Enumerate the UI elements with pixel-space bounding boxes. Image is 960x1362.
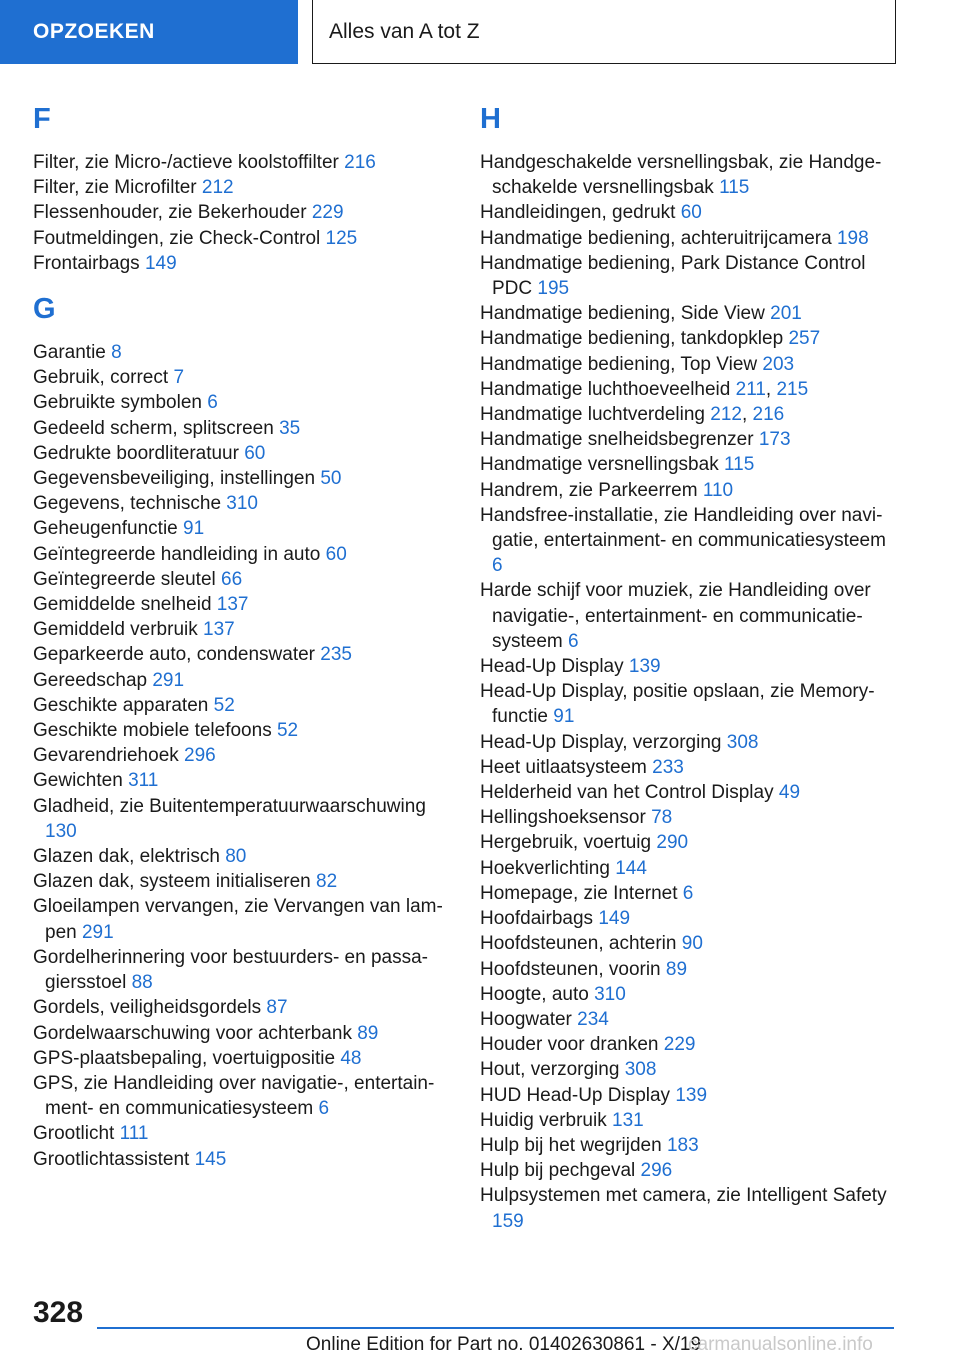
page-link[interactable]: 130 — [45, 820, 77, 842]
page-link[interactable]: 296 — [184, 745, 216, 767]
entry-term: Head-Up Display, positie opslaan, zie Memoryfunctie — [480, 681, 875, 728]
entry-term: Gemiddeld verbruik — [33, 619, 198, 641]
page-link[interactable]: 137 — [216, 594, 249, 616]
entry-term: Hulpsystemen met camera, zie Intelligent Safety — [480, 1185, 887, 1207]
index-entry — [480, 478, 890, 503]
index-entry — [480, 982, 890, 1007]
entry-term: Gegevensbeveiliging, instellingen — [33, 468, 316, 490]
page-link[interactable]: 80 — [225, 846, 247, 868]
entry-term: Grootlicht — [33, 1123, 115, 1145]
entry-term: Handleidingen, gedrukt — [480, 202, 676, 224]
page-link[interactable]: 144 — [615, 857, 647, 879]
page-link[interactable]: 35 — [279, 417, 301, 439]
index-entry — [480, 1083, 890, 1108]
index-entry — [480, 150, 890, 200]
entry-term: Gloeilampen vervangen, zie Vervangen van lampen — [33, 896, 443, 943]
index-entry — [33, 668, 443, 693]
entry-term: Head-Up Display, verzorging — [480, 731, 722, 753]
index-entry — [33, 466, 443, 491]
entry-term: Geschikte mobiele telefoons — [33, 720, 272, 742]
edition-note: Online Edition for Part no. 01402630861 - X/19 — [306, 1334, 702, 1355]
page-link[interactable]: 89 — [665, 958, 688, 980]
index-entry — [33, 844, 443, 869]
page-link[interactable]: 216 — [752, 404, 785, 426]
entry-term: Gegevens, technische — [33, 493, 222, 515]
entry-term: Hulp bij pechgeval — [480, 1160, 636, 1182]
entry-term: Handmatige luchthoeveelheid — [480, 378, 731, 400]
index-entry — [33, 567, 443, 592]
entry-term: Heet uitlaatsysteem — [480, 756, 647, 778]
entry-term: Geheugenfunctie — [33, 518, 178, 540]
entry-term: Handmatige luchtverdeling — [480, 404, 705, 426]
index-entry — [33, 718, 443, 743]
page-link[interactable]: 216 — [344, 152, 376, 173]
index-entry — [33, 617, 443, 642]
index-entry — [480, 1007, 890, 1032]
page-link[interactable]: 149 — [598, 908, 631, 930]
page-link[interactable]: 6 — [318, 1098, 330, 1120]
index-entry — [480, 200, 890, 225]
index-entry — [480, 957, 890, 982]
index-entry — [33, 693, 443, 718]
entry-term: Huidig verbruik — [480, 1109, 607, 1131]
index-section-f — [33, 100, 443, 276]
page-link[interactable]: 8 — [111, 342, 122, 364]
page-link[interactable]: 115 — [719, 177, 750, 199]
index-entry — [33, 642, 443, 667]
index-entry — [33, 251, 443, 276]
page-link[interactable]: 115 — [723, 454, 755, 476]
page-link[interactable]: 173 — [758, 429, 791, 451]
section-title: OPZOEKEN — [33, 20, 155, 43]
entry-term: Helderheid van het Control Display — [480, 782, 774, 804]
page-link[interactable]: 49 — [778, 782, 801, 804]
page-link[interactable]: 6 — [207, 392, 218, 414]
index-entry — [33, 390, 443, 415]
entry-term: Hoogte, auto — [480, 983, 589, 1005]
entry-term: Hout, verzorging — [480, 1059, 620, 1081]
page-link[interactable]: 310 — [226, 493, 258, 515]
page-link[interactable]: 290 — [656, 832, 689, 854]
index-entry — [480, 226, 890, 251]
index-entry — [480, 1032, 890, 1057]
page-link[interactable]: 308 — [624, 1059, 657, 1081]
page-link[interactable]: 137 — [203, 619, 235, 641]
index-entry — [480, 906, 890, 931]
page-link[interactable]: 90 — [681, 933, 703, 955]
index-column-right — [480, 100, 890, 1234]
entry-term: Hoofdsteunen, voorin — [480, 958, 661, 980]
index-entry — [480, 251, 890, 301]
index-entry — [33, 1071, 443, 1121]
page-link[interactable]: 235 — [320, 644, 352, 666]
entry-term: Foutmeldingen, zie Check-Control — [33, 227, 321, 249]
section-letter: F — [33, 103, 51, 135]
entry-term: Hoofdairbags — [480, 908, 594, 930]
page-link[interactable]: 195 — [537, 278, 570, 300]
page-link[interactable]: 229 — [311, 202, 344, 224]
page-number: 328 — [33, 1296, 84, 1329]
page-link[interactable]: 159 — [492, 1210, 524, 1232]
entry-term: Grootlichtassistent — [33, 1148, 190, 1170]
entry-term: GPS, zie Handleiding over navigatie-, entertainment- en communicatiesysteem — [33, 1072, 435, 1120]
page-link[interactable]: 311 — [128, 770, 159, 792]
page-link[interactable]: 291 — [81, 921, 114, 943]
entry-term: Filter, zie Micro-/actieve koolstoffilter — [33, 152, 339, 173]
index-entry — [33, 1046, 443, 1071]
index-entry — [33, 592, 443, 617]
entry-term: Handmatige bediening, Park Distance Control PDC — [480, 252, 866, 300]
index-entry — [480, 301, 890, 326]
index-entry — [33, 150, 443, 175]
page-link[interactable]: 229 — [663, 1034, 696, 1056]
page-link[interactable]: 234 — [577, 1008, 609, 1030]
page-link[interactable]: 212 — [710, 404, 742, 426]
footer-divider — [97, 1327, 894, 1329]
section-letter: H — [480, 103, 501, 135]
index-entry — [480, 1133, 890, 1158]
page-link[interactable]: 66 — [221, 568, 243, 590]
entry-term: Handgeschakelde versnellingsbak, zie Handgeschakelde versnellingsbak — [480, 152, 882, 199]
page-link[interactable]: 183 — [666, 1134, 699, 1156]
entry-term: Hulp bij het wegrijden — [480, 1134, 662, 1156]
entry-term: Handrem, zie Parkeerrem — [480, 479, 698, 501]
entry-term: Gewichten — [33, 770, 123, 792]
page-link[interactable]: 87 — [266, 997, 288, 1019]
section-tab — [0, 0, 298, 64]
index-entry — [33, 768, 443, 793]
entry-term: Geschikte apparaten — [33, 694, 209, 716]
entry-term: Handmatige versnellingsbak — [480, 454, 719, 476]
index-entry — [33, 226, 443, 251]
entry-term: Flessenhouder, zie Bekerhouder — [33, 202, 307, 224]
page-link[interactable]: 203 — [762, 353, 795, 375]
index-entry — [33, 416, 443, 441]
page-link[interactable]: 82 — [316, 871, 338, 893]
index-section-h — [480, 100, 890, 1234]
entry-term: Glazen dak, systeem initialiseren — [33, 871, 311, 893]
index-entry — [480, 1158, 890, 1183]
index-entry — [480, 503, 890, 579]
page-link[interactable]: 88 — [131, 972, 153, 994]
index-entry — [33, 542, 443, 567]
entry-term: Handsfree-installatie, zie Handleiding over navigatie, entertainment- en communicatiesysteem — [480, 504, 886, 552]
index-entry — [480, 780, 890, 805]
entry-term: Gebruik, correct — [33, 367, 169, 389]
entry-term: Gedeeld scherm, splitscreen — [33, 417, 274, 439]
entry-term: Gemiddelde snelheid — [33, 594, 212, 616]
index-entry — [480, 881, 890, 906]
index-entry — [480, 654, 890, 679]
page-link[interactable]: 52 — [213, 694, 235, 716]
index-entry — [33, 869, 443, 894]
entry-term: Frontairbags — [33, 252, 140, 274]
entry-term: Gebruikte symbolen — [33, 392, 202, 414]
page-link[interactable]: 215 — [776, 378, 809, 400]
entry-term: Garantie — [33, 342, 106, 364]
page-link[interactable]: 89 — [357, 1022, 379, 1044]
entry-term: Geïntegreerde handleiding in auto — [33, 543, 321, 565]
entry-term: Handmatige bediening, Top View — [480, 353, 758, 375]
entry-term: Handmatige bediening, tankdopklep — [480, 328, 784, 350]
entry-list — [33, 340, 443, 1172]
index-column-left — [33, 100, 443, 1172]
entry-term: Head-Up Display — [480, 656, 624, 678]
page-link[interactable]: 257 — [788, 328, 821, 350]
index-entry — [480, 452, 890, 477]
index-entry — [480, 830, 890, 855]
page-link[interactable]: 308 — [726, 731, 759, 753]
index-entry — [33, 794, 443, 844]
entry-term: Filter, zie Microfilter — [33, 177, 197, 199]
page-link[interactable]: 139 — [675, 1084, 708, 1106]
page-link[interactable]: 212 — [201, 177, 234, 199]
chapter-title: Alles van A tot Z — [329, 19, 480, 43]
index-entry — [33, 516, 443, 541]
entry-term: Gladheid, zie Buitentemperatuurwaarschuwing — [33, 795, 426, 817]
page-link[interactable]: 6 — [568, 630, 579, 652]
index-entry — [33, 1121, 443, 1146]
page-link[interactable]: 7 — [173, 367, 185, 389]
page-link[interactable]: 211 — [735, 378, 766, 400]
index-entry — [480, 755, 890, 780]
page-link[interactable]: 91 — [553, 706, 575, 728]
page-link[interactable]: 291 — [152, 669, 185, 691]
index-entry — [33, 995, 443, 1020]
entry-term: Glazen dak, elektrisch — [33, 846, 220, 868]
page-link[interactable]: 201 — [770, 303, 802, 325]
page-link[interactable]: 78 — [651, 807, 673, 829]
index-section-g — [33, 290, 443, 1172]
entry-term: Handmatige bediening, Side View — [480, 303, 765, 325]
index-entry — [480, 578, 890, 654]
entry-term: Gereedschap — [33, 669, 148, 691]
entry-term: Hoekverlichting — [480, 857, 610, 879]
index-entry — [480, 805, 890, 830]
index-entry — [33, 200, 443, 225]
entry-term: Gevarendriehoek — [33, 745, 179, 767]
entry-term: Gordelwaarschuwing voor achterbank — [33, 1022, 352, 1044]
page-link[interactable]: 233 — [652, 756, 684, 778]
page-link[interactable]: 50 — [320, 468, 342, 490]
watermark: carmanualsonline.info — [688, 1334, 873, 1355]
page-link[interactable]: 60 — [680, 202, 702, 224]
entry-list — [33, 150, 443, 276]
page-link[interactable]: 149 — [144, 252, 177, 274]
chapter-header — [312, 0, 896, 64]
index-entry — [33, 1147, 443, 1172]
index-entry — [33, 441, 443, 466]
page-link[interactable]: 111 — [119, 1123, 149, 1145]
index-entry — [480, 856, 890, 881]
page-link[interactable]: 110 — [702, 479, 734, 501]
page-link[interactable]: 296 — [640, 1160, 673, 1182]
entry-list — [480, 150, 890, 1234]
index-entry — [33, 365, 443, 390]
index-entry — [480, 931, 890, 956]
page-link[interactable]: 6 — [682, 882, 694, 904]
entry-term: Homepage, zie Internet — [480, 882, 678, 904]
entry-term: Harde schijf voor muziek, zie Handleiding over navigatie-, entertainment- en communicatiesysteem — [480, 580, 871, 652]
index-entry — [33, 175, 443, 200]
entry-term: Hoogwater — [480, 1008, 572, 1030]
page-link[interactable]: 310 — [594, 983, 626, 1005]
page-link[interactable]: 145 — [194, 1148, 227, 1170]
page-link[interactable]: 60 — [325, 543, 347, 565]
entry-term: GPS-plaatsbepaling, voertuigpositie — [33, 1047, 336, 1069]
page-link[interactable]: 52 — [276, 720, 299, 742]
section-letter: G — [33, 293, 56, 326]
index-entry — [33, 340, 443, 365]
index-entry — [33, 1021, 443, 1046]
entry-term: Hellingshoeksensor — [480, 807, 646, 829]
entry-term: Geparkeerde auto, condenswater — [33, 644, 316, 666]
page-link[interactable]: 131 — [612, 1109, 644, 1131]
index-entry: Handmatige luchtverdeling 212, 216 — [480, 404, 785, 426]
page-link[interactable]: 91 — [183, 518, 205, 540]
entry-term: Hoofdsteunen, achterin — [480, 933, 677, 955]
index-entry — [480, 326, 890, 351]
index-entry — [33, 894, 443, 944]
entry-term: Geïntegreerde sleutel — [33, 568, 216, 590]
entry-term: HUD Head-Up Display — [480, 1084, 671, 1106]
index-entry — [480, 1108, 890, 1133]
page-link[interactable]: 48 — [340, 1047, 362, 1069]
index-entry — [480, 352, 890, 377]
entry-term: Hergebruik, voertuig — [480, 832, 652, 854]
index-entry — [480, 730, 890, 755]
index-entry: Handmatige luchthoeveelheid 211, 215 — [480, 378, 809, 400]
entry-term: Handmatige bediening, achteruitrijcamera — [480, 227, 832, 249]
page-link[interactable]: 198 — [836, 227, 869, 249]
entry-term: Gordels, veiligheidsgordels — [33, 997, 262, 1019]
entry-term: Gedrukte boordliteratuur — [33, 442, 239, 464]
index-entry — [480, 427, 890, 452]
entry-term: Houder voor dranken — [480, 1034, 659, 1056]
entry-term: Handmatige snelheidsbegrenzer — [480, 429, 754, 451]
page-link[interactable]: 139 — [628, 656, 661, 678]
index-entry — [480, 679, 890, 729]
page-link[interactable]: 60 — [244, 442, 266, 464]
entry-term: Gordelherinnering voor bestuurders- en passagiersstoel — [33, 946, 428, 994]
index-entry — [480, 1057, 890, 1082]
page-link[interactable]: 125 — [325, 227, 358, 249]
page-link[interactable]: 6 — [492, 555, 503, 577]
index-entry — [33, 491, 443, 516]
index-entry — [33, 743, 443, 768]
index-entry — [480, 1183, 890, 1233]
index-entry — [33, 945, 443, 995]
